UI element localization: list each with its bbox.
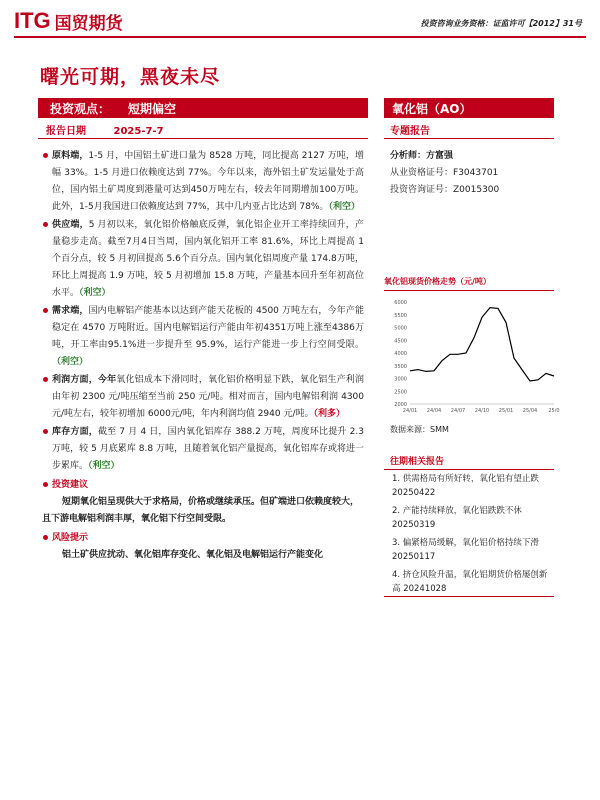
series-line [410,308,554,381]
risk-heading-text: 风险提示 [52,533,89,543]
data-source: 数据来源：SMM [390,425,449,434]
x-tick-label: 24/01 [402,408,418,414]
cert-row [390,165,499,182]
y-tick-label: 2500 [394,389,407,396]
past-divider [384,469,554,470]
view-bar [38,98,368,118]
product-bar [384,98,554,118]
x-tick-label: 24/04 [426,408,442,414]
past-report-item[interactable]: 2. 产能持续释放，氧化铝跌跌不休 20250319 [392,506,522,530]
para-tag: （利空） [328,202,360,212]
paragraph-raw-material [52,148,364,216]
advice-text: 短期氧化铝呈现供大于求格局，价格或继续承压。但矿端进口依赖度较大，且下游电解铝利润丰厚，氧化铝下行空间受限。 [42,497,360,524]
y-tick-label: 4000 [394,351,407,357]
y-tick-label: 6000 [394,300,407,306]
past-report-item[interactable]: 1. 供需格局有所好转，氧化铝有望止跌 20250422 [392,474,539,498]
x-tick-label: 24/10 [474,408,490,414]
para-tag: （利空） [88,461,120,471]
logo-cn: 国贸期货 [54,13,123,34]
date-divider [38,138,368,139]
para-tag: （利多） [313,409,346,419]
special-divider [384,138,554,139]
bullet-icon [43,429,48,434]
bullet-icon [43,482,48,487]
analyst-name-row [390,148,499,165]
paragraph-demand [52,303,364,371]
y-tick-label: 4500 [394,338,407,345]
consult-row [390,182,499,199]
past-bottom-divider [384,596,554,597]
y-tick-label: 3500 [394,363,407,370]
x-tick-label: 25/0 [548,408,560,414]
header-divider [14,36,586,38]
y-tick-label: 3000 [394,376,407,383]
para-text: 1-5 月，中国铝土矿进口量为 8528 万吨，同比提高 2127 万吨，增幅 33%。1-5 月进口依赖度达到 77%。今年以来，海外铝土矿发运量处于高位，国内铝土矿周度到港量可达到450万吨左右，较去年同期增加100万吨。此外，1-5月我国进口依赖度达到 77%，其中几内亚占比达到 78%。 [52,151,364,212]
chart-title: 氧化铝现货价格走势（元/吨） [384,277,491,286]
x-tick-label: 25/04 [522,408,538,414]
past-reports-list [392,472,552,600]
para-text: 国内电解铝产能基本以达到产能天花板的 4500 万吨左右，今年产能稳定在 4570 万吨附近。国内电解铝运行产能由年初4351万吨上涨至4386万吨，开工率由95.1%进一步提升至 95.9%，运行产能进一步上行空间受限。 [52,306,364,350]
past-report-item[interactable]: 4. 挤仓风险升温，氧化铝期货价格屡创新高 20241028 [392,570,548,594]
paragraph-supply [52,217,364,302]
consult-label: 投资咨询证号： [390,185,454,195]
cert-label: 从业资格证号： [390,168,454,178]
past-reports-heading: 往期相关报告 [390,457,445,467]
analyst-info [390,148,499,199]
para-tag: （利空） [79,288,111,298]
logo-itg: ITG [14,8,51,33]
para-head: 供应端， [52,220,89,230]
x-tick-label: 25/01 [498,408,514,414]
company-logo [14,8,123,34]
paragraph-profit [52,372,364,423]
para-head: 需求端， [52,306,89,316]
para-tag: （利空） [52,357,89,367]
advice-heading-text: 投资建议 [52,480,89,490]
x-tick-label: 24/07 [450,408,466,414]
past-report-item[interactable]: 3. 偏紧格局缓解，氧化铝价格持续下滑 20250117 [392,538,539,562]
price-chart [384,294,560,419]
paragraph-inventory [52,424,364,475]
risk-text: 铝土矿供应扰动、氧化铝库存变化、氧化铝及电解铝运行产能变化 [62,550,324,560]
bullet-icon [43,535,48,540]
bullet-icon [43,377,48,382]
bullet-icon [43,308,48,313]
report-date: 2025-7-7 [113,126,164,137]
cert-value: F3043701 [453,168,499,178]
report-title: 曙光可期，黑夜未尽 [40,66,221,88]
y-tick-label: 5000 [394,325,407,332]
license-text: 投资咨询业务资格：证监许可【2012】31号 [420,19,582,28]
para-text: 氧化铝成本下滑同时，氧化铝价格明显下跌，氧化铝生产利润由年初 2300 元/吨压缩至当前 250 元/吨。相对而言，国内电解铝利润 4300 元/吨左右，较年初增加 6000元/吨，年内利润均值 2940 元/吨。 [52,375,364,419]
analyst-label: 分析师： [390,151,427,161]
analyst-name: 方富强 [426,151,454,161]
view-label: 投资观点： [50,101,111,116]
risk-heading [52,530,364,547]
y-tick-label: 5500 [394,312,407,319]
chart-divider [384,290,554,291]
body-column [42,148,364,564]
view-value: 短期偏空 [128,101,177,116]
para-text: 5 月初以来，氧化铝价格触底反弹，氧化铝企业开工率持续回升，产量稳步走高。截至7月4日当周，国内氧化铝开工率 81.6%，环比上周提高 1 个百分点，较 5 月初回提高 5.6个百分点。国内氧化铝周度产量 174.8万吨，环比上周提高 1.9 万吨，较 5 月初增加 15.8 万吨，产量基本回升至年初高位水平。 [52,220,364,298]
special-report-label: 专题报告 [390,126,430,137]
date-row [46,122,164,137]
product-name: 氧化铝（AO） [392,101,472,116]
para-text: 截至 7 月 4 日，国内氧化铝库存 388.2 万吨，周度环比提升 2.3 万吨，较 5 月底累库 8.8 万吨，且随着氧化铝产量提高，氧化铝库存或将进一步累库。 [52,427,364,471]
para-head: 原料端， [52,151,89,161]
bullet-icon [43,153,48,158]
date-label: 报告日期 [46,126,86,137]
para-head: 库存方面， [52,427,98,437]
y-tick-label: 2000 [394,402,407,408]
advice-heading [52,477,364,494]
bullet-icon [43,222,48,227]
page-header [0,0,600,40]
consult-value: Z0015300 [453,185,500,195]
para-head: 利润方面，今年 [52,375,117,385]
